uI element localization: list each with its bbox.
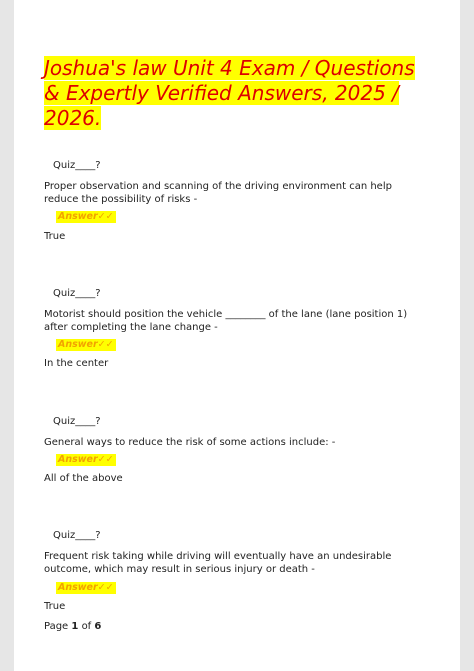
answer-label: Answer✓✓ <box>58 454 114 465</box>
page-footer <box>44 621 101 632</box>
answer-label: Answer✓✓ <box>58 211 114 222</box>
quiz-label: Quiz____? <box>53 416 101 427</box>
quiz-label: Quiz____? <box>53 160 101 171</box>
answer-text: True <box>44 231 66 242</box>
quiz-label: Quiz____? <box>53 530 101 541</box>
answer-text: All of the above <box>44 473 123 484</box>
page-word: Page <box>44 621 69 632</box>
document-title-text: Joshua's law Unit 4 Exam / Questions & Expertly Verified Answers, 2025 / 2026. <box>44 56 415 130</box>
answer-label: Answer✓✓ <box>58 582 114 593</box>
question-text: Frequent risk taking while driving will eventually have an undesirable outcome, which may result in serious injury or death - <box>44 551 392 575</box>
question-text: Proper observation and scanning of the driving environment can help reduce the possibility of risks - <box>44 181 392 205</box>
answer-text: In the center <box>44 358 109 369</box>
answer-text: True <box>44 601 66 612</box>
document-title <box>44 56 419 131</box>
quiz-label: Quiz____? <box>53 288 101 299</box>
answer-label: Answer✓✓ <box>58 339 114 350</box>
of-word: of <box>81 621 92 632</box>
current-page-number: 1 <box>71 621 79 632</box>
question-text: Motorist should position the vehicle ________ of the lane (lane position 1) after completing the lane change - <box>44 309 408 333</box>
question-text: General ways to reduce the risk of some actions include: - <box>44 437 336 448</box>
total-pages-number: 6 <box>94 621 102 632</box>
